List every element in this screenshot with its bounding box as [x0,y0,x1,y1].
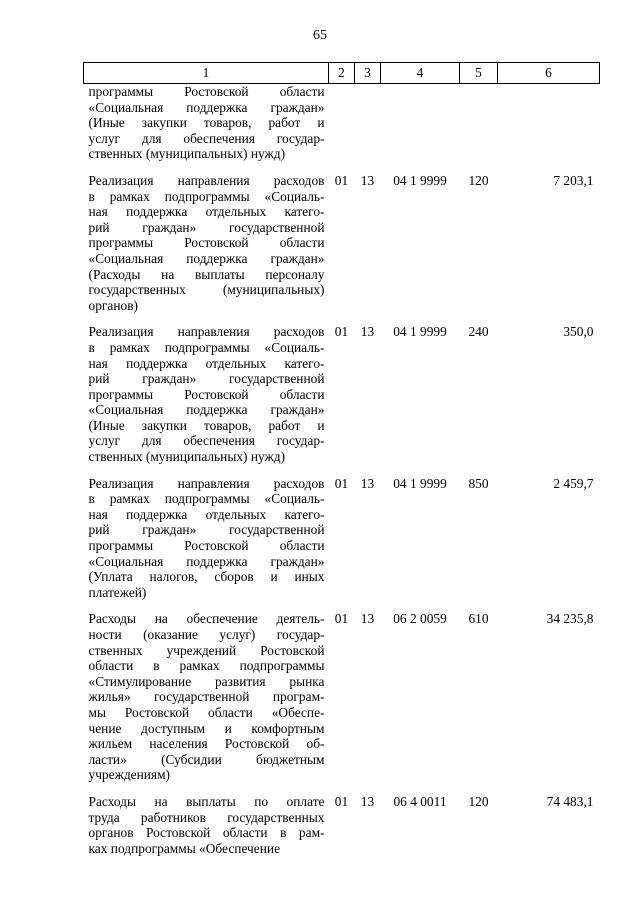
budget-table [83,62,600,867]
description-line: Реализация направления расходов [88,324,325,340]
page-number: 65 [313,28,327,43]
description-line: ности (оказание услуг) государ- [88,627,325,642]
row-target-article: 06 4 0011 [393,793,447,809]
header-col-2: 2 [329,63,355,84]
row-subsection-code: 13 [360,793,375,809]
description-line: чение доступным и комфортным [88,720,325,736]
description-line: мы Ростовской области «Обеспе- [88,704,325,720]
row-expense-type: 850 [468,475,489,491]
row-description [84,611,329,794]
description-line: (Иные закупки товаров, работ и [88,115,325,131]
row-amount: 2 459,7 [553,475,594,491]
row-description [84,324,329,475]
row-subsection-code: 13 [360,324,375,340]
row-section-code: 01 [334,172,349,188]
description-line: жильем населения Ростовской об- [88,736,325,752]
description-line: «Стимулирование развития рынка [88,673,325,689]
description-line: программы Ростовской области [88,235,325,251]
description-line: области в рамках подпрограммы [88,658,325,674]
row-expense-type: 610 [468,611,489,627]
description-line: в рамках подпрограммы «Социаль- [88,491,325,507]
description-line: ственных (муниципальных) нужд) [88,146,286,162]
description-line: услуг для обеспечения государ- [88,433,325,449]
row-target-article: 04 1 9999 [393,324,447,340]
row-subsection-code: 13 [360,611,375,627]
description-line: жилья» государственной програм- [88,689,325,705]
description-line: ственных учреждений Ростовской [88,642,325,658]
row-description [84,173,329,324]
row-amount: 74 483,1 [546,793,594,809]
row-amount: 34 235,8 [546,611,594,627]
table-row [84,84,600,173]
header-col-6: 6 [498,63,600,84]
row-target-article: 04 1 9999 [393,172,447,188]
description-line: органов Ростовской области в рам- [88,825,325,841]
description-line: рий граждан» государственной [88,522,325,538]
table-header-row [84,63,600,84]
table-row [84,173,600,324]
description-line: «Социальная поддержка граждан» [88,99,325,115]
description-line: Реализация направления расходов [88,475,325,491]
header-col-1: 1 [84,63,329,84]
description-line: Расходы на обеспечение деятель- [88,611,325,627]
description-line: Реализация направления расходов [88,172,325,188]
description-line: программы Ростовской области [88,386,325,402]
description-line: ная поддержка отдельных катего- [88,355,325,371]
row-target-article: 04 1 9999 [393,475,447,491]
description-line: (Расходы на выплаты персоналу [88,266,325,282]
row-target-article: 06 2 0059 [393,611,447,627]
row-expense-type: 240 [468,324,489,340]
row-expense-type [460,84,498,173]
description-line: «Социальная поддержка граждан» [88,250,325,266]
description-line: «Социальная поддержка граждан» [88,553,325,569]
row-expense-type: 120 [468,793,489,809]
description-line: (Иные закупки товаров, работ и [88,417,325,433]
description-line: ласти» (Субсидии бюджетным [88,751,325,767]
description-line: «Социальная поддержка граждан» [88,402,325,418]
table-row [84,324,600,475]
description-line: ная поддержка отдельных катего- [88,204,325,220]
header-col-5: 5 [460,63,498,84]
description-line: ственных (муниципальных) нужд) [88,449,286,465]
header-col-4: 4 [381,63,460,84]
description-line: труда работников государственных [88,809,325,825]
row-description [84,476,329,612]
row-subsection-code: 13 [360,172,375,188]
description-line: услуг для обеспечения государ- [88,130,325,146]
description-line: платежей) [88,584,147,600]
description-line: в рамках подпрограммы «Социаль- [88,188,325,204]
row-section-code: 01 [334,793,349,809]
row-target-article [381,84,460,173]
row-description [84,794,329,867]
row-amount: 350,0 [563,324,594,340]
row-amount [498,84,600,173]
description-line: (Уплата налогов, сборов и иных [88,569,325,585]
row-subsection-code: 13 [360,475,375,491]
row-section-code: 01 [334,324,349,340]
description-line: в рамках подпрограммы «Социаль- [88,339,325,355]
table-row [84,611,600,794]
table-row [84,794,600,867]
description-line: ках подпрограммы «Обеспечение [88,840,281,856]
row-section-code: 01 [334,475,349,491]
description-line: учреждениям) [88,767,171,783]
row-description [84,84,329,173]
row-amount: 7 203,1 [553,172,594,188]
row-expense-type: 120 [468,172,489,188]
description-line: рий граждан» государственной [88,219,325,235]
description-line: государственных (муниципальных) [88,282,325,298]
description-line: Расходы на выплаты по оплате [88,793,325,809]
description-line: программы Ростовской области [88,538,325,554]
row-subsection-code [355,84,381,173]
table-row [84,476,600,612]
table-body [84,84,600,868]
description-line: ная поддержка отдельных катего- [88,506,325,522]
description-line: программы Ростовской области [88,84,325,99]
description-line: органов) [88,297,138,313]
header-col-3: 3 [355,63,381,84]
row-section-code [329,84,355,173]
row-section-code: 01 [334,611,349,627]
description-line: рий граждан» государственной [88,371,325,387]
